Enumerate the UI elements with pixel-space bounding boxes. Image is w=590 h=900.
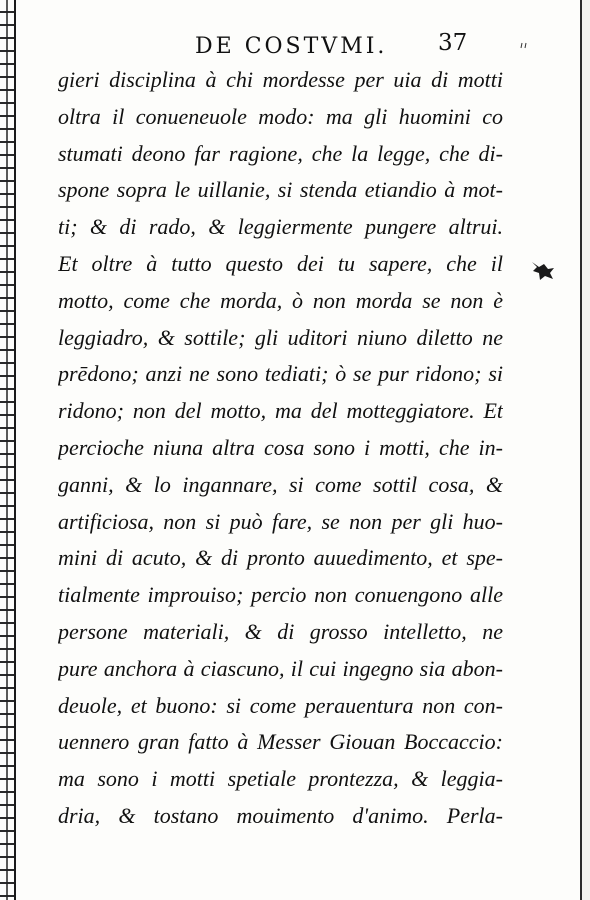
text-line: dria, & tostano mouimento d'animo. Perla- — [58, 802, 503, 828]
text-line: gieri disciplina à chi mordesse per uia di motti — [58, 67, 503, 92]
text-line: artificiosa, non si può fare, se non per gli huo- — [58, 508, 503, 534]
text-line: prēdono; anzi ne sono tediati; ò se pur ridono; si — [58, 361, 503, 387]
text-line: ridono; non del motto, ma del motteggiatore. Et — [58, 398, 503, 424]
text-line: motto, come che morda, ò non morda se non è — [58, 287, 503, 313]
text-line: spone sopra le uillanie, si stenda etiandio à mot- — [58, 177, 503, 203]
ink-blot-mark — [530, 258, 556, 282]
text-line: ganni, & lo ingannare, si come sottil cosa, & — [58, 471, 503, 497]
running-head: DE COSTVMI. — [195, 34, 388, 59]
page-fore-edge — [580, 0, 590, 900]
text-line: deuole, et buono: si come perauentura non con- — [58, 692, 503, 718]
text-line: persone materiali, & di grosso intelletto, ne — [58, 618, 503, 644]
text-line: Et oltre à tutto questo dei tu sapere, che il — [58, 250, 503, 276]
text-line: ma sono i motti spetiale prontezza, & leggia- — [58, 766, 503, 792]
text-line: leggiadro, & sottile; gli uditori niuno diletto ne — [58, 324, 503, 350]
text-line: tialmente improuiso; percio non conuengono alle — [58, 582, 503, 608]
print-speck-mark — [520, 42, 528, 52]
text-line: oltra il conueneuole modo: ma gli huomini co — [58, 103, 503, 129]
text-line: ti; & di rado, & leggiermente pungere altrui. — [58, 214, 503, 240]
binding-rule — [6, 0, 8, 900]
text-line: mini di acuto, & di pronto auuedimento, et spe- — [58, 545, 503, 571]
text-line: stumati deono far ragione, che la legge, che di- — [58, 140, 503, 166]
text-line: uennero gran fatto à Messer Giouan Boccaccio: — [58, 729, 503, 755]
text-line: percioche niuna altra cosa sono i motti, che in- — [58, 434, 503, 460]
text-line: pure anchora à ciascuno, il cui ingegno sia abon- — [58, 655, 503, 681]
page-binding-edge — [0, 0, 16, 900]
page-number: 37 — [438, 30, 468, 56]
body-text — [58, 62, 503, 835]
